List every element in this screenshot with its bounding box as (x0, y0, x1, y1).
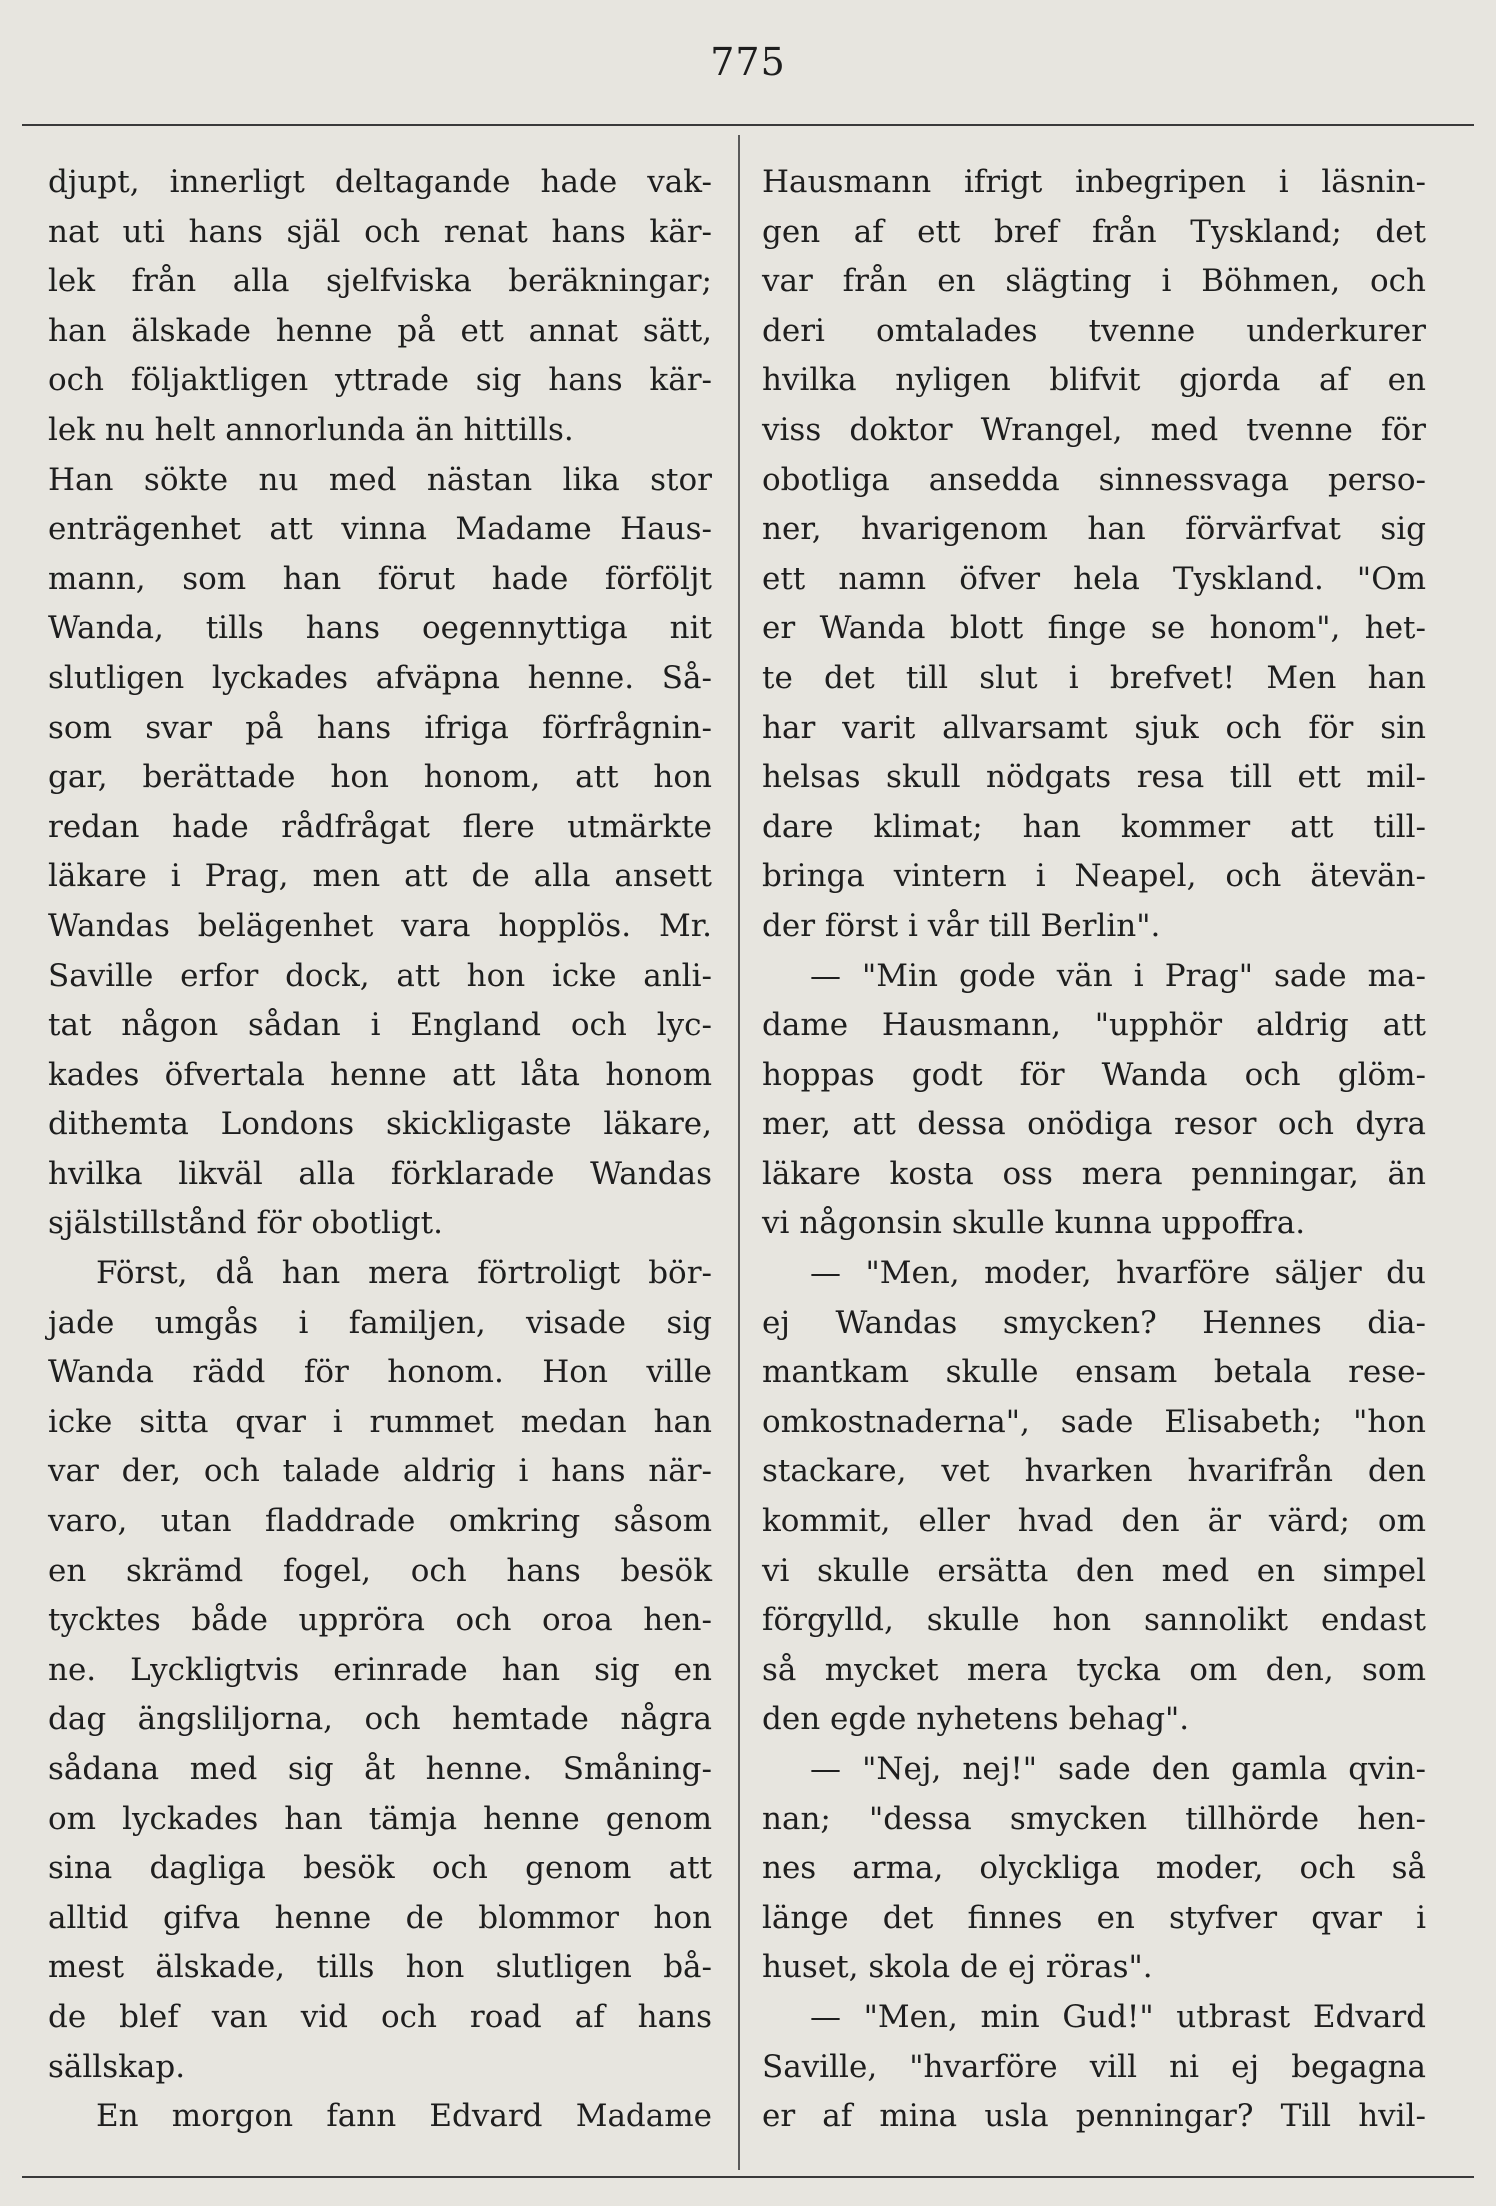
text-line: han älskade henne på ett annat sätt, (48, 312, 712, 349)
text-line: — "Men, min Gud!" utbrast Edvard (810, 1998, 1426, 2035)
text-line: Saville erfor dock, att hon icke anli- (48, 957, 712, 994)
text-line: gar, berättade hon honom, att hon (48, 759, 712, 796)
text-line: stackare, vet hvarken hvarifrån den (762, 1453, 1426, 1490)
text-line: Wandas belägenhet vara hopplös. Mr. (48, 907, 712, 944)
text-line: enträgenhet att vinna Madame Haus- (48, 511, 712, 548)
text-line: den egde nyhetens behag". (762, 1701, 1190, 1738)
text-line: tycktes både uppröra och oroa hen- (48, 1602, 712, 1639)
text-line: huset, skola de ej röras". (762, 1949, 1153, 1986)
bottom-rule (22, 2176, 1474, 2178)
text-line: ett namn öfver hela Tyskland. "Om (762, 560, 1426, 597)
text-line: mann, som han förut hade förföljt (48, 560, 712, 597)
left-column (48, 158, 712, 2142)
text-line: redan hade rådfrågat flere utmärkte (48, 808, 712, 845)
text-line: förgylld, skulle hon sannolikt endast (762, 1602, 1426, 1639)
text-line: slutligen lyckades afväpna henne. Så- (48, 659, 712, 696)
text-line: te det till slut i brefvet! Men han (762, 659, 1426, 696)
text-line: mantkam skulle ensam betala rese- (762, 1354, 1426, 1391)
text-line: läkare kosta oss mera penningar, än (762, 1155, 1426, 1192)
text-line: deri omtalades tvenne underkurer (762, 312, 1426, 349)
text-line: lek från alla sjelfviska beräkningar; (48, 263, 712, 300)
text-line: sällskap. (48, 2048, 186, 2085)
text-line: var från en slägting i Böhmen, och (762, 263, 1426, 300)
text-line: mer, att dessa onödiga resor och dyra (762, 1106, 1426, 1143)
text-line: lek nu helt annorlunda än hittills. (48, 411, 574, 448)
text-line: var der, och talade aldrig i hans när- (48, 1453, 712, 1490)
text-line: de blef van vid och road af hans (48, 1998, 712, 2035)
text-line: djupt, innerligt deltagande hade vak- (48, 164, 712, 200)
text-line: så mycket mera tycka om den, som (762, 1651, 1426, 1688)
text-line: Saville, "hvarföre vill ni ej begagna (762, 2048, 1426, 2085)
text-line: som svar på hans ifriga förfrågnin- (48, 709, 712, 746)
text-line: dame Hausmann, "upphör aldrig att (762, 1007, 1426, 1044)
text-line: ne. Lyckligtvis erinrade han sig en (48, 1651, 712, 1688)
text-line: nes arma, olyckliga moder, och så (762, 1850, 1426, 1887)
text-line: bringa vintern i Neapel, och ätevän- (762, 858, 1426, 895)
text-line: Han sökte nu med nästan lika stor (48, 461, 712, 498)
text-line: Först, då han mera förtroligt bör- (96, 1255, 712, 1292)
text-line: viss doktor Wrangel, med tvenne för (762, 411, 1426, 448)
text-line: ej Wandas smycken? Hennes dia- (762, 1304, 1426, 1341)
text-line: vi skulle ersätta den med en simpel (762, 1552, 1426, 1589)
top-rule (22, 124, 1474, 126)
text-line: — "Nej, nej!" sade den gamla qvin- (810, 1751, 1426, 1787)
text-line: hvilka nyligen blifvit gjorda af en (762, 362, 1426, 399)
text-line: jade umgås i familjen, visade sig (48, 1304, 712, 1341)
text-line: har varit allvarsamt sjuk och för sin (762, 709, 1426, 746)
text-line: själstillstånd för obotligt. (48, 1205, 443, 1242)
text-line: dag ängsliljorna, och hemtade några (48, 1701, 712, 1738)
text-line: sådana med sig åt henne. Småning- (48, 1751, 712, 1787)
text-line: läkare i Prag, men att de alla ansett (48, 858, 712, 895)
text-line: dare klimat; han kommer att till- (762, 808, 1426, 845)
text-line: er Wanda blott finge se honom", het- (762, 610, 1426, 647)
text-line: alltid gifva henne de blommor hon (48, 1899, 712, 1936)
text-line: gen af ett bref från Tyskland; det (762, 213, 1426, 250)
text-line: helsas skull nödgats resa till ett mil- (762, 759, 1426, 796)
text-line: kommit, eller hvad den är värd; om (762, 1503, 1426, 1540)
text-line: vi någonsin skulle kunna uppoffra. (762, 1205, 1306, 1242)
text-line: Wanda rädd för honom. Hon ville (48, 1354, 712, 1391)
text-line: mest älskade, tills hon slutligen bå- (48, 1949, 712, 1986)
text-line: kades öfvertala henne att låta honom (48, 1056, 712, 1093)
text-line: nan; "dessa smycken tillhörde hen- (762, 1800, 1426, 1837)
text-line: och följaktligen yttrade sig hans kär- (48, 362, 712, 399)
text-line: Wanda, tills hans oegennyttiga nit (48, 610, 712, 647)
text-line: länge det finnes en styfver qvar i (762, 1899, 1426, 1936)
text-line: varo, utan fladdrade omkring såsom (48, 1503, 712, 1540)
text-line: sina dagliga besök och genom att (48, 1850, 712, 1887)
text-line: hoppas godt för Wanda och glöm- (762, 1056, 1426, 1093)
text-line: obotliga ansedda sinnessvaga perso- (762, 461, 1426, 498)
text-line: omkostnaderna", sade Elisabeth; "hon (762, 1403, 1426, 1440)
text-line: om lyckades han tämja henne genom (48, 1800, 712, 1837)
text-line: der först i vår till Berlin". (762, 907, 1161, 944)
text-line: — "Men, moder, hvarföre säljer du (810, 1255, 1426, 1292)
text-line: En morgon fann Edvard Madame (96, 2098, 712, 2135)
text-line: er af mina usla penningar? Till hvil- (762, 2098, 1426, 2135)
text-line: Hausmann ifrigt inbegripen i läsnin- (762, 164, 1426, 200)
text-line: nat uti hans själ och renat hans kär- (48, 213, 712, 250)
page-number: 775 (710, 40, 786, 84)
text-line: en skrämd fogel, och hans besök (48, 1552, 712, 1589)
text-line: icke sitta qvar i rummet medan han (48, 1403, 712, 1440)
text-line: — "Min gode vän i Prag" sade ma- (810, 957, 1426, 994)
text-line: hvilka likväl alla förklarade Wandas (48, 1155, 712, 1192)
text-line: ner, hvarigenom han förvärfvat sig (762, 511, 1426, 548)
text-line: tat någon sådan i England och lyc- (48, 1007, 712, 1044)
text-line: dithemta Londons skickligaste läkare, (48, 1106, 712, 1143)
right-column (762, 158, 1426, 2142)
column-divider (738, 135, 740, 2170)
